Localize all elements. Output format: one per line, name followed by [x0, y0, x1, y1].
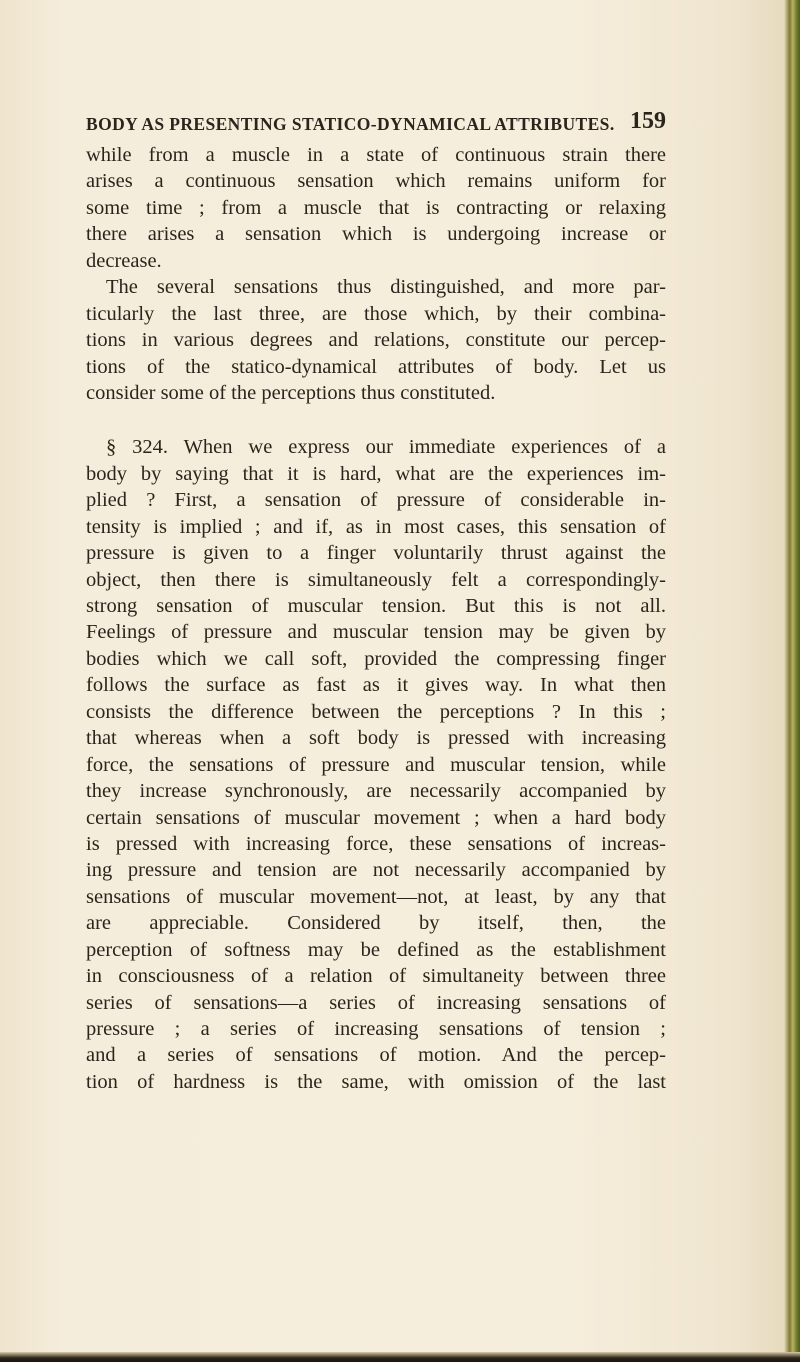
body-text — [86, 142, 666, 1095]
text-line: consider some of the perceptions thus constituted. — [86, 381, 496, 404]
text-line: certain sensations of muscular movement ; when a hard body — [86, 806, 666, 829]
paragraph-2 — [86, 274, 666, 406]
text-line: is pressed with increasing force, these sensations of increas- — [86, 832, 666, 855]
text-line: ticularly the last three, are those which, by their combina- — [86, 302, 666, 325]
text-line: tensity is implied ; and if, as in most cases, this sensation of — [86, 515, 666, 538]
text-line: perception of softness may be defined as the establishment — [86, 938, 666, 961]
text-line: sensations of muscular movement—not, at least, by any that — [86, 885, 666, 908]
text-line: tion of hardness is the same, with omission of the last — [86, 1070, 666, 1093]
text-line: body by saying that it is hard, what are the experiences im- — [86, 462, 666, 485]
text-line: bodies which we call soft, provided the compressing finger — [86, 647, 666, 670]
running-head: BODY AS PRESENTING STATICO-DYNAMICAL ATTRIBUTES. — [86, 114, 615, 134]
text-line: Feelings of pressure and muscular tension may be given by — [86, 621, 666, 644]
text-line: object, then there is simultaneously felt a correspondingly- — [86, 568, 666, 591]
text-line: strong sensation of muscular tension. But this is not all. — [86, 595, 666, 617]
text-line: while from a muscle in a state of continuous strain there — [86, 144, 666, 166]
paragraph-1 — [86, 142, 666, 274]
page-edge-right — [784, 0, 800, 1362]
text-line: follows the surface as fast as it gives way. In what then — [86, 674, 666, 697]
text-line: they increase synchronously, are necessarily accompanied by — [86, 780, 666, 803]
text-line: plied ? First, a sensation of pressure of considerable in- — [86, 489, 666, 512]
text-line: are appreciable. Considered by itself, then, the — [86, 912, 666, 935]
text-line: § 324. When we express our immediate experiences of a — [106, 436, 666, 459]
text-line: pressure ; a series of increasing sensations of tension ; — [86, 1018, 666, 1040]
text-line: and a series of sensations of motion. And the percep- — [86, 1044, 666, 1067]
text-line: arises a continuous sensation which remains uniform for — [86, 170, 666, 193]
page-number: 159 — [630, 108, 666, 134]
text-line: some time ; from a muscle that is contracting or relaxing — [86, 196, 666, 219]
page-header — [86, 108, 666, 142]
text-line: ing pressure and tension are not necessarily accompanied by — [86, 859, 666, 882]
page-edge-bottom — [0, 1352, 800, 1362]
text-line: decrease. — [86, 249, 162, 272]
text-line: that whereas when a soft body is pressed with increasing — [86, 727, 666, 750]
paragraph-3 — [86, 434, 666, 1095]
text-line: in consciousness of a relation of simultaneity between three — [86, 965, 666, 988]
text-line: consists the difference between the perceptions ? In this ; — [86, 700, 666, 723]
text-line: there arises a sensation which is undergoing increase or — [86, 223, 666, 246]
text-line: pressure is given to a finger voluntarily thrust against the — [86, 542, 666, 565]
text-line: The several sensations thus distinguished, and more par- — [106, 276, 666, 299]
text-line: tions of the statico-dynamical attributes of body. Let us — [86, 355, 666, 378]
text-line: series of sensations—a series of increasing sensations of — [86, 991, 666, 1014]
text-line: force, the sensations of pressure and muscular tension, while — [86, 753, 666, 776]
text-line: tions in various degrees and relations, constitute our percep- — [86, 329, 666, 352]
